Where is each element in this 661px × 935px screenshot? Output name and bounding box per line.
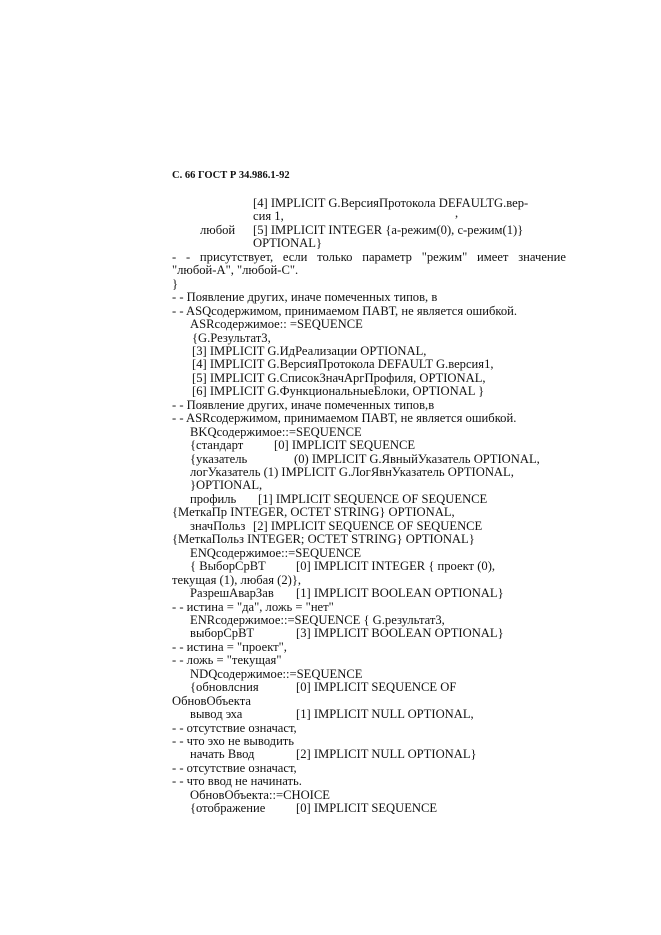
code-line: NDQсодержимое::=SEQUENCE (190, 666, 363, 681)
code-line: сия 1, (253, 209, 284, 224)
code-line: BKQсодержимое::=SEQUENCE (190, 424, 362, 439)
page-header: С. 66 ГОСТ Р 34.986.1-92 (172, 170, 290, 181)
comment-line: - - отсутствие означаст, (172, 760, 297, 775)
code-line: РазрешАварЗав (190, 586, 274, 601)
code-line: ENQсодержимое::=SEQUENCE (190, 545, 362, 560)
code-line-definition: [1] IMPLICIT BOOLEAN OPTIONAL} (296, 586, 504, 601)
code-line-definition: [0] IMPLICIT INTEGER { проект (0), (296, 559, 496, 574)
comment-line: - - ASQсодержимом, принимаемом ПАВТ, не является ошибкой. (172, 303, 518, 318)
stray-mark: , (455, 206, 459, 221)
code-line: ASRсодержимое:: =SEQUENCE (190, 317, 363, 332)
code-line-definition: [1] IMPLICIT SEQUENCE OF SEQUENCE (258, 491, 488, 506)
code-line: текущая (1), любая (2)}, (172, 572, 302, 587)
code-line: выборСрВТ (190, 626, 255, 641)
code-line: ОбновОбъекта::=CHOICE (190, 787, 330, 802)
code-line: ОбновОбъекта (172, 693, 251, 708)
code-line: {МеткаПольз INTEGER; OCTET STRING} OPTIONAL} (172, 532, 475, 547)
code-line: ENRсодержимое::=SEQUENCE { G.результат3, (190, 612, 445, 627)
comment-line: - - отсутствие означаст, (172, 720, 297, 735)
comment-line: - - что эхо не выводить (172, 734, 295, 748)
code-line: {стандарт (190, 438, 244, 453)
code-line-definition: [0] IMPLICIT SEQUENCE OF (296, 680, 457, 695)
code-line: логУказатель (1) IMPLICIT G.ЛогЯвнУказатель OPTIONAL, (190, 465, 514, 479)
comment-line: - - ASRсодержимом, принимаемом ПАВТ, не является ошибкой. (172, 411, 517, 426)
code-line: } (172, 276, 179, 291)
code-line: OPTIONAL} (253, 236, 323, 251)
code-line: [5] IMPLICIT G.СписокЗначАргПрофиля, OPTIONAL, (192, 370, 486, 385)
code-line-definition: [3] IMPLICIT BOOLEAN OPTIONAL} (296, 626, 504, 641)
code-line: [3] IMPLICIT G.ИдРеализации OPTIONAL, (192, 343, 427, 358)
code-line: [6] IMPLICIT G.ФункциональныеБлоки, OPTIONAL } (192, 384, 485, 399)
code-line: профиль (190, 491, 237, 506)
code-line-definition: [1] IMPLICIT NULL OPTIONAL, (296, 707, 474, 722)
code-line: начать Ввод (190, 747, 255, 762)
code-line: }OPTIONAL, (190, 478, 263, 493)
code-line: [4] IMPLICIT G.ВерсияПротокола DEFAULT G.версия1, (192, 357, 494, 372)
comment-line: - - ложь = "текущая" (172, 653, 282, 668)
code-line: {МеткаПр INTEGER, OCTET STRING} OPTIONAL, (172, 505, 455, 520)
code-line: {G.Результат3, (192, 330, 271, 345)
code-line-definition: (0) IMPLICIT G.ЯвныйУказатель OPTIONAL, (294, 451, 540, 466)
comment-line: - - что ввод не начинать. (172, 774, 302, 789)
code-line: значПольз (190, 518, 246, 533)
code-line-definition: [0] IMPLICIT SEQUENCE (274, 438, 416, 453)
comment-line: - - Появление других, иначе помеченных типов, в (172, 290, 438, 305)
code-line-definition: [2] IMPLICIT NULL OPTIONAL} (296, 747, 477, 762)
code-line-definition: [5] IMPLICIT INTEGER {а-режим(0), с-режим(1)} (253, 222, 524, 237)
code-line: "любой-А", "любой-С". (172, 263, 299, 278)
comment-line: - - истина = "проект", (172, 639, 287, 654)
code-line: { ВыборСрВТ (190, 559, 266, 574)
code-line-definition: [0] IMPLICIT SEQUENCE (296, 801, 438, 816)
code-line-definition: [2] IMPLICIT SEQUENCE OF SEQUENCE (253, 518, 483, 533)
code-line: [4] IMPLICIT G.ВерсияПротокола DEFAULTG.вер- (253, 196, 529, 210)
comment-line: - - Появление других, иначе помеченных типов,в (172, 397, 435, 412)
code-line: {отображение (190, 801, 266, 816)
code-line: {указатель (190, 451, 248, 466)
code-line: любой (200, 222, 236, 237)
comment-line: - - присутствует, если только параметр "режим" имеет значение (172, 249, 566, 264)
code-line: {обновлсния (190, 680, 259, 695)
code-line: вывод эха (190, 707, 243, 722)
comment-line: - - истина = "да", ложь = "нет" (172, 599, 334, 614)
